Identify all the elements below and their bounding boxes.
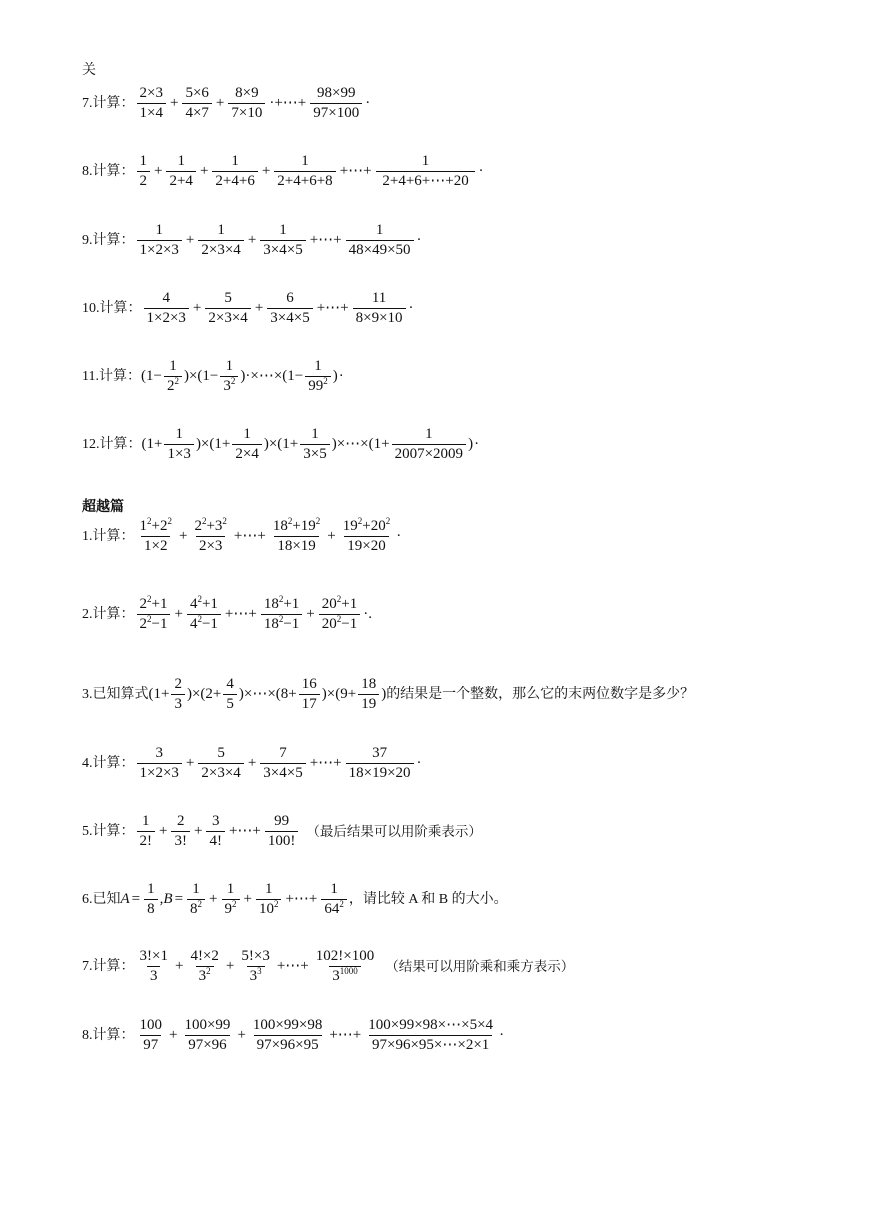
problem-label: 1.计算： bbox=[82, 528, 135, 544]
problem-2-2 bbox=[82, 594, 372, 632]
math-expression: $\frac{2\times 3}{1\times 4}$ + $\frac{5\times 6}{4\times 7}$ + $\frac{8\times 9}{7\times 10}$ ·+⋯+ $\frac{98\times 99}{97\times 100}$ · bbox=[135, 86, 371, 121]
math-expression: $\frac{3}{1\times 2\times 3}$ + $\frac{5}{2\times 3\times 4}$ + $\frac{7}{3\times 4\times 5}$ +⋯+ $\frac{37}{18\times 19\times 20}$ · bbox=[135, 746, 422, 781]
problem-label: 8.计算： bbox=[82, 163, 135, 179]
problem-2-6 bbox=[82, 882, 508, 917]
problem-label: 11.计算： bbox=[82, 368, 141, 384]
problem-label: 10.计算： bbox=[82, 300, 142, 316]
math-expression: $\frac{4}{1\times 2\times 3}$ + $\frac{5}{2\times 3\times 4}$ + $\frac{6}{3\times 4\times 5}$ +⋯+ $\frac{11}{8\times 9\times 10}$ · bbox=[142, 291, 414, 326]
math-expression: $\frac{1}{2}$ + $\frac{1}{2+4}$ + $\frac{1}{2+4+6}$ + $\frac{1}{2+4+6+8}$ +⋯+ $\frac{1}{2+4+6+\cdots+20}$ · bbox=[135, 154, 484, 189]
math-expression: $\frac{1^2+2^2}{1\times 2}$ + $\frac{2^2+3^2}{2\times 3}$ +⋯+ $\frac{18^2+19^2}{18\times 19}$ + $\frac{19^2+20^2}{19\times 20}$ · bbox=[139, 516, 402, 554]
top-fragment: 关 bbox=[82, 63, 96, 78]
problem-label: 7.计算： bbox=[82, 95, 135, 111]
problem-10 bbox=[82, 291, 414, 326]
math-expression: $\frac{100}{97}$ + $\frac{100\times 99}{97\times 96}$ + $\frac{100\times 99\times 98}{97\times 96\times 95}$ +⋯+ $\frac{100\times 99\times 98\times\cdots\times 5\times 4}{97\times 96\times 95\times\cdots\times 2\times 1}$ · bbox=[139, 1017, 505, 1053]
problem-7 bbox=[82, 86, 370, 121]
problem-label: 2.计算： bbox=[82, 606, 135, 622]
math-expression: (1+ $\frac{2}{3}$ )×(2+ $\frac{4}{5}$ )×⋯×(8+ $\frac{16}{17}$ )×(9+ $\frac{18}{19}$ ) bbox=[148, 676, 387, 712]
math-expression: $\frac{1}{1\times 2\times 3}$ + $\frac{1}{2\times 3\times 4}$ + $\frac{1}{3\times 4\times 5}$ +⋯+ $\frac{1}{48\times 49\times 50}$ · bbox=[135, 223, 422, 258]
problem-label: 7.计算： bbox=[82, 958, 135, 974]
problem-tail-text: ，请比较 A 和 B 的大小。 bbox=[348, 891, 508, 907]
problem-2-1 bbox=[82, 516, 402, 554]
problem-9 bbox=[82, 223, 422, 258]
problem-label: 8.计算： bbox=[82, 1027, 135, 1043]
problem-label: 6.已知 bbox=[82, 891, 121, 907]
problem-12 bbox=[82, 427, 479, 462]
math-expression: (1+ $\frac{1}{1\times 3}$ )×(1+ $\frac{1}{2\times 4}$ )×(1+ $\frac{1}{3\times 5}$ )×⋯×(1+ $\frac{1}{2007\times 2009}$ )· bbox=[141, 426, 480, 462]
problem-8 bbox=[82, 154, 483, 189]
problem-note: （最后结果可以用阶乘表示） bbox=[306, 823, 482, 839]
problem-label: 5.计算： bbox=[82, 823, 135, 839]
problem-tail-text: 的结果是一个整数，那么它的末两位数字是多少？ bbox=[386, 686, 695, 702]
problem-label: 12.计算： bbox=[82, 436, 142, 452]
math-expression: $\frac{1}{2!}$ + $\frac{2}{3!}$ + $\frac{3}{4!}$ +⋯+ $\frac{99}{100!}$ bbox=[135, 814, 301, 849]
problem-2-8 bbox=[82, 1018, 504, 1053]
problem-label: 4.计算： bbox=[82, 755, 135, 771]
problem-2-3 bbox=[82, 677, 694, 712]
math-expression: (1− $\frac{1}{2^2}$ )×(1− $\frac{1}{3^2}$ )·×⋯×(1− $\frac{1}{99^2}$ )· bbox=[140, 358, 344, 394]
problem-2-5 bbox=[82, 814, 482, 849]
math-expression: $\frac{2^2+1}{2^2-1}$ + $\frac{4^2+1}{4^2-1}$ +⋯+ $\frac{18^2+1}{18^2-1}$ + $\frac{20^2+1}{20^2-1}$ ·. bbox=[135, 597, 372, 632]
problem-11 bbox=[82, 359, 344, 394]
section-title: 超越篇 bbox=[82, 500, 124, 515]
math-expression: A = $\frac{1}{8}$ ,B = $\frac{1}{8^2}$ + $\frac{1}{9^2}$ + $\frac{1}{10^2}$ +⋯+ $\frac{1}{64^2}$ bbox=[121, 882, 349, 917]
problem-2-4 bbox=[82, 746, 422, 781]
problem-note: （结果可以用阶乘和乘方表示） bbox=[385, 958, 575, 974]
math-expression: $\frac{3!\times 1}{3}$ + $\frac{4!\times 2}{3^2}$ + $\frac{5!\times 3}{3^3}$ +⋯+ $\frac{102!\times 100}{3^{1000}}$ bbox=[139, 948, 375, 984]
problem-2-7 bbox=[82, 949, 574, 984]
problem-label: 9.计算： bbox=[82, 232, 135, 248]
problem-label: 3.已知算式 bbox=[82, 686, 149, 702]
